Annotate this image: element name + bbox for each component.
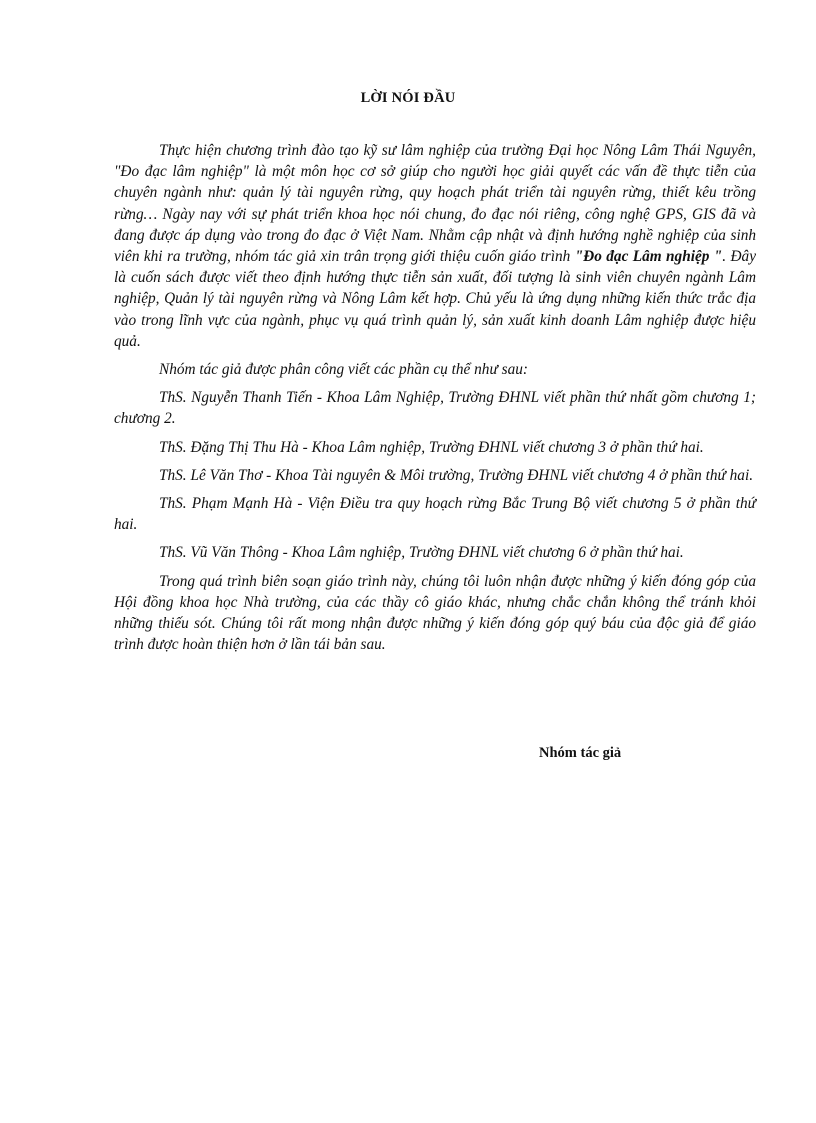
page-title: LỜI NÓI ĐẦU — [360, 90, 456, 106]
book-title: "Đo đạc Lâm nghiệp " — [574, 248, 723, 266]
document-body — [114, 140, 756, 662]
intro-text-after: . Đây là cuốn sách được viết theo định hướng thực tiễn sản xuất, đối tượng là sinh viên chuyên ngành Lâm nghiệp, Quản lý tài nguyên rừng và Nông Lâm kết hợp. Chủ yếu là ứng dụng những kiến thức trắc địa vào trong lĩnh vực của ngành, phục vụ quá trình quản lý, sản xuất kinh doanh Lâm nghiệp được hiệu quả. — [114, 248, 756, 350]
author-paragraph-5: ThS. Vũ Văn Thông - Khoa Lâm nghiệp, Trường ĐHNL viết chương 6 ở phần thứ hai. — [159, 544, 684, 562]
intro-text-before: Thực hiện chương trình đào tạo kỹ sư lâm nghiệp của trường Đại học Nông Lâm Thái Nguyên, "Đo đạc lâm nghiệp" là một môn học cơ sở giúp cho người học giải quyết các vấn đề thực tiễn của chuyên ngành như: quản lý tài nguyên rừng, quy hoạch phát triển tài nguyên rừng, thiết kêu trồng rừng… Ngày nay với sự phát triển khoa học nói chung, đo đạc nói riêng, công nghệ GPS, GIS đã và đang được áp dụng vào trong đo đạc ở Việt Nam. Nhằm cập nhật và định hướng nghề nghiệp của sinh viên khi ra trường, nhóm tác giả xin trân trọng giới thiệu cuốn giáo trình — [114, 142, 756, 266]
signature: Nhóm tác giả — [539, 745, 622, 761]
intro-paragraph — [114, 140, 756, 352]
author-paragraph-3: ThS. Lê Văn Thơ - Khoa Tài nguyên & Môi trường, Trường ĐHNL viết chương 4 ở phần thứ hai. — [159, 466, 754, 484]
author-paragraph-1: ThS. Nguyễn Thanh Tiến - Khoa Lâm Nghiệp, Trường ĐHNL viết phần thứ nhất gồm chương 1; chương 2. — [114, 389, 756, 428]
closing-paragraph: Trong quá trình biên soạn giáo trình này, chúng tôi luôn nhận được những ý kiến đóng góp của Hội đồng khoa học Nhà trường, của các thầy cô giáo khác, nhưng chắc chắn không thể tránh khỏi những thiếu sót. Chúng tôi rất mong nhận được những ý kiến đóng góp quý báu của độc giả để giáo trình được hoàn thiện hơn ở lần tái bản sau. — [114, 572, 756, 654]
author-paragraph-4: ThS. Phạm Mạnh Hà - Viện Điều tra quy hoạch rừng Bắc Trung Bộ viết chương 5 ở phần thứ hai. — [114, 495, 756, 534]
authors-intro-paragraph: Nhóm tác giả được phân công viết các phần cụ thể như sau: — [159, 361, 528, 379]
author-paragraph-2: ThS. Đặng Thị Thu Hà - Khoa Lâm nghiệp, Trường ĐHNL viết chương 3 ở phần thứ hai. — [159, 438, 704, 456]
